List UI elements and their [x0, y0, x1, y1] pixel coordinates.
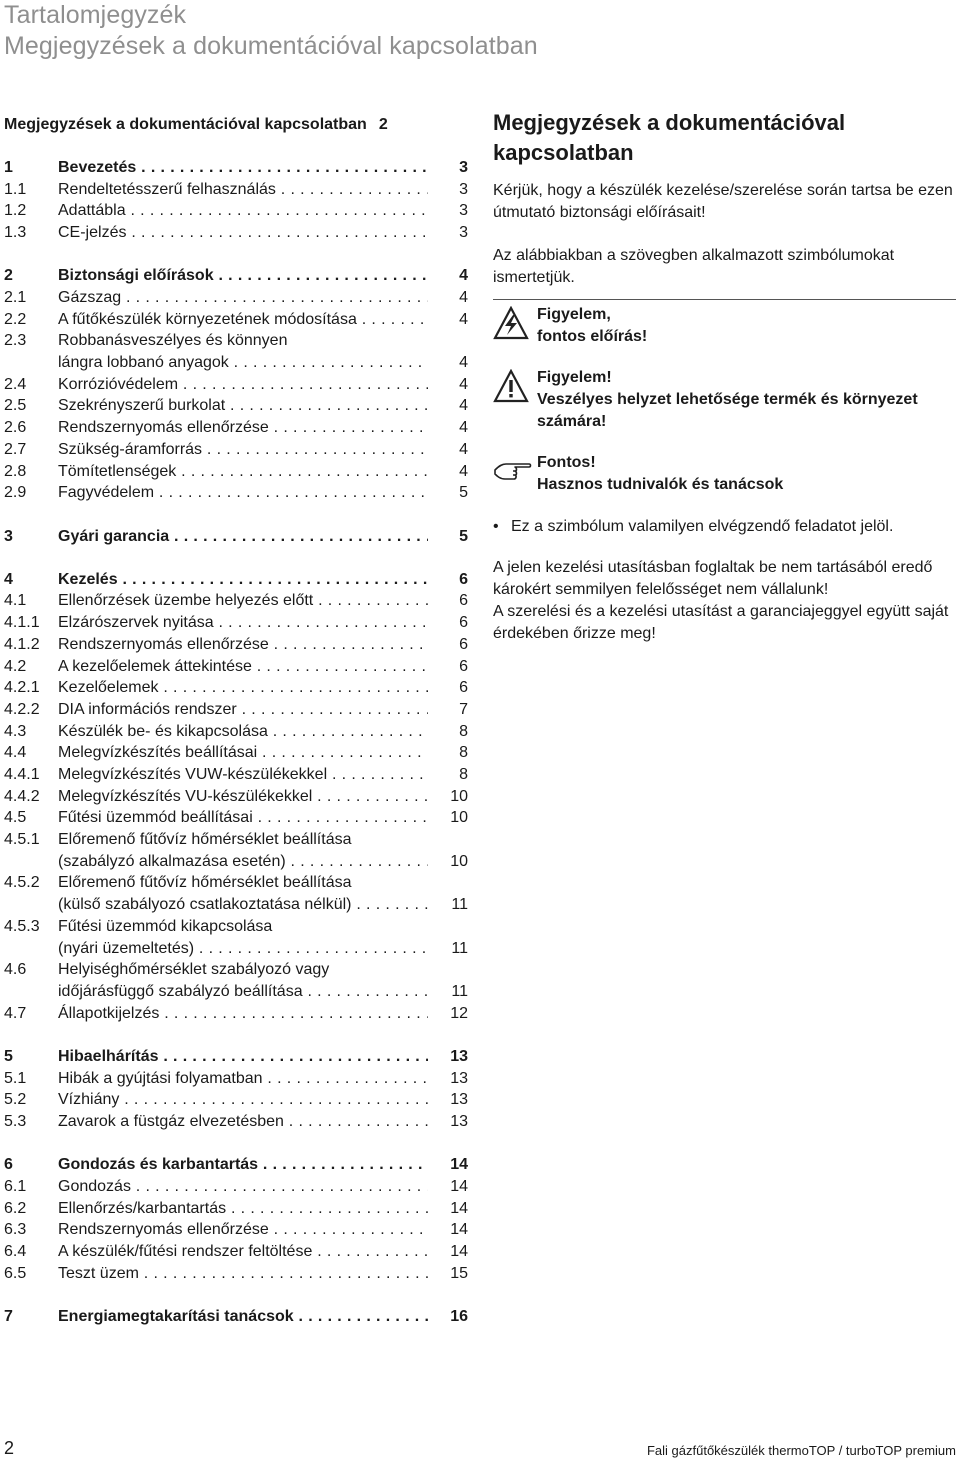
toc-entry-number: 2.9	[4, 484, 27, 502]
toc-entry-label-line: Melegvízkészítés beállításai . . .	[58, 742, 428, 764]
toc-entry-number: 2.4	[4, 375, 27, 393]
toc-entry-number: 4.1.1	[4, 614, 40, 632]
toc-entry-number: 2.5	[4, 397, 27, 415]
toc-entry-page: 11	[451, 939, 468, 957]
toc-entry[interactable]	[4, 461, 472, 483]
toc-entry-label	[58, 872, 428, 915]
toc-entry[interactable]	[4, 1198, 472, 1220]
toc-entry-label	[58, 309, 428, 331]
toc-entry-label	[58, 590, 428, 612]
toc-entry[interactable]	[4, 200, 472, 222]
footer-page-number: 2	[4, 1438, 15, 1458]
toc-entry-number: 2.7	[4, 440, 27, 458]
toc-entry-label	[58, 1003, 428, 1025]
notes-paragraph-3: A jelen kezelési utasításban foglaltak be nem tartásából eredő károkért semmilyen felelősséget nem vállalunk!	[493, 559, 933, 599]
toc-entry[interactable]	[4, 395, 472, 417]
toc-entry-label	[58, 482, 428, 504]
toc-entry[interactable]	[4, 526, 472, 548]
toc-entry-page: 14	[450, 1242, 468, 1260]
toc-entry[interactable]	[4, 265, 472, 287]
toc-entry-number: 2.6	[4, 419, 27, 437]
toc-entry-label	[58, 439, 428, 461]
toc-entry-label	[58, 287, 428, 309]
toc-entry-label-line: A fűtőkészülék környezetének módosítása . . .	[58, 309, 428, 331]
table-of-contents	[4, 114, 472, 1349]
toc-entry-label-line: Robbanásveszélyes és könnyen	[58, 332, 288, 350]
toc-entry-label	[58, 1306, 428, 1328]
toc-entry-number: 2.3	[4, 332, 27, 350]
toc-entry[interactable]	[4, 656, 472, 678]
toc-entry[interactable]	[4, 1111, 472, 1133]
toc-section-group	[4, 569, 472, 1025]
toc-entry-page: 10	[450, 809, 468, 827]
toc-entry[interactable]	[4, 222, 472, 244]
toc-entry-page: 7	[459, 700, 468, 718]
toc-entry-label-line: Kezelés . . .	[58, 569, 428, 591]
toc-entry-page: 4	[459, 267, 468, 285]
toc-entry-label	[58, 222, 428, 244]
toc-entry-page: 8	[459, 765, 468, 783]
toc-entry-page: 6	[459, 592, 468, 610]
toc-entry-label-line: Gondozás és karbantartás . . .	[58, 1154, 428, 1176]
toc-entry-label-line: időjárásfüggő szabályzó beállítása . . .	[58, 981, 428, 1003]
toc-entry-page: 3	[459, 180, 468, 198]
toc-entry-label-line: (nyári üzemeltetés) . . .	[58, 938, 428, 960]
toc-entry-label	[58, 461, 428, 483]
toc-section-group	[4, 526, 472, 548]
toc-entry-number: 5.2	[4, 1091, 27, 1109]
toc-entry-page: 5	[459, 484, 468, 502]
task-bullet	[493, 516, 956, 538]
toc-entry-number: 2.1	[4, 289, 27, 307]
toc-entry[interactable]	[4, 417, 472, 439]
toc-entry-label	[58, 1219, 428, 1241]
toc-entry-page: 4	[459, 397, 468, 415]
toc-entry-label	[58, 1154, 428, 1176]
toc-entry[interactable]	[4, 612, 472, 634]
warning-triangle-icon	[493, 367, 537, 410]
toc-entry-number: 2	[4, 267, 13, 285]
toc-entry-number: 1	[4, 159, 13, 176]
toc-entry-label	[58, 179, 428, 201]
toc-entry-label-line: Melegvízkészítés VUW-készülékekkel . . .	[58, 764, 428, 786]
toc-entry-number: 4.2.1	[4, 679, 40, 697]
toc-entry[interactable]	[4, 742, 472, 764]
toc-entry-page: 3	[459, 224, 468, 242]
toc-entry-label	[58, 807, 428, 829]
documentation-notes	[493, 108, 956, 666]
toc-entry-label-line: Kezelőelemek . . .	[58, 677, 428, 699]
symbol-tip	[493, 452, 956, 495]
toc-intro-entry[interactable]	[4, 114, 472, 136]
toc-entry-page: 14	[450, 1177, 468, 1195]
toc-entry-label	[58, 1111, 428, 1133]
toc-entry[interactable]	[4, 569, 472, 591]
toc-entry-number: 5	[4, 1047, 13, 1065]
toc-entry-page: 10	[450, 852, 468, 870]
toc-entry-number: 4.2	[4, 657, 27, 675]
notes-paragraph-2: Az alábbiakban a szövegben alkalmazott szimbólumokat ismertetjük.	[493, 247, 895, 287]
toc-entry-page: 8	[459, 722, 468, 740]
toc-entry-label-line: Rendszernyomás ellenőrzése . . .	[58, 417, 428, 439]
toc-entry-number: 4.5	[4, 809, 27, 827]
toc-entry-label-line: Ellenőrzések üzembe helyezés előtt . . .	[58, 590, 428, 612]
toc-entry-label-line: Adattábla . . .	[58, 200, 428, 222]
toc-entry[interactable]	[4, 677, 472, 699]
toc-entry-page: 4	[459, 375, 468, 393]
toc-entry-label-line: Vízhiány . . .	[58, 1089, 428, 1111]
pointing-hand-icon	[493, 452, 537, 491]
toc-entry-page: 5	[459, 527, 468, 545]
toc-entry-page: 13	[450, 1047, 468, 1065]
toc-section-group	[4, 157, 472, 244]
toc-entry-page: 8	[459, 744, 468, 762]
toc-entry-label	[58, 829, 428, 872]
toc-section-group	[4, 1306, 472, 1328]
toc-entry-label	[58, 1068, 428, 1090]
toc-entry-label-line: A kezelőelemek áttekintése . . .	[58, 656, 428, 678]
toc-entry[interactable]	[4, 1241, 472, 1263]
toc-entry-page: 10	[450, 787, 468, 805]
toc-entry-label	[58, 1046, 428, 1068]
toc-section-group	[4, 265, 472, 504]
toc-entry-label-line: Korrózióvédelem . . .	[58, 374, 428, 396]
toc-entry-label	[58, 1241, 428, 1263]
toc-entry-number: 4.6	[4, 961, 27, 979]
toc-entry-label-line: Fagyvédelem . . .	[58, 482, 428, 504]
symbol-danger-line2: Veszélyes helyzet lehetősége termék és környezet számára!	[537, 390, 918, 430]
toc-entry[interactable]	[4, 1046, 472, 1068]
toc-entry[interactable]	[4, 699, 472, 721]
toc-entry-page: 4	[459, 354, 468, 372]
toc-entry[interactable]	[4, 1306, 472, 1328]
toc-entry-number: 5.1	[4, 1069, 27, 1087]
toc-entry-label	[58, 656, 428, 678]
toc-entry-number: 6.2	[4, 1199, 27, 1217]
toc-entry-number: 2.2	[4, 310, 27, 328]
toc-entry-page: 4	[459, 440, 468, 458]
toc-entry-label-line: Hibák a gyújtási folyamatban . . .	[58, 1068, 428, 1090]
toc-entry-label	[58, 1176, 428, 1198]
toc-entry-number: 4.5.3	[4, 917, 40, 935]
toc-entry-number: 6.3	[4, 1221, 27, 1239]
toc-entry[interactable]	[4, 287, 472, 309]
toc-entry-label	[58, 265, 428, 287]
toc-entry-page: 14	[450, 1156, 468, 1174]
toc-entry-page: 13	[450, 1069, 468, 1087]
toc-entry-page: 6	[459, 657, 468, 675]
toc-entry-label	[58, 1198, 428, 1220]
toc-entry-number: 2.8	[4, 462, 27, 480]
toc-entry-label	[58, 721, 428, 743]
toc-entry-number: 4	[4, 570, 13, 588]
toc-entry-number: 1.2	[4, 202, 27, 220]
toc-entry[interactable]	[4, 721, 472, 743]
toc-entry-number: 4.3	[4, 722, 27, 740]
toc-entry[interactable]	[4, 1068, 472, 1090]
toc-entry-page: 11	[451, 982, 468, 1000]
toc-entry-label	[58, 374, 428, 396]
toc-entry-number: 3	[4, 527, 13, 545]
toc-entry-page: 15	[450, 1264, 468, 1282]
symbol-danger	[493, 367, 956, 432]
toc-entry-label-line: Szekrényszerű burkolat . . .	[58, 395, 428, 417]
toc-entry-label-line: Gondozás . . .	[58, 1176, 428, 1198]
toc-entry[interactable]	[4, 482, 472, 504]
toc-entry[interactable]	[4, 786, 472, 808]
toc-entry-number: 4.7	[4, 1004, 27, 1022]
toc-entry-number: 4.1	[4, 592, 27, 610]
footer-product-name: Fali gázfűtőkészülék thermoTOP / turboTOP premium	[646, 1443, 956, 1458]
toc-entry-page: 3	[459, 158, 468, 176]
toc-entry-label-line: Helyiséghőmérséklet szabályozó vagy	[58, 961, 330, 979]
toc-entry-page: 14	[450, 1221, 468, 1239]
toc-entry-label-line: Tömítetlenségek . . .	[58, 461, 428, 483]
toc-entry-label-line: Készülék be- és kikapcsolása . . .	[58, 721, 428, 743]
toc-entry-number: 6.1	[4, 1177, 27, 1195]
toc-entry-label-line: A készülék/fűtési rendszer feltöltése . . .	[58, 1241, 428, 1263]
toc-entry[interactable]	[4, 1089, 472, 1111]
toc-entry-number: 7	[4, 1307, 13, 1325]
toc-entry[interactable]	[4, 916, 472, 959]
toc-entry-label-line: Elzárószervek nyitása . . .	[58, 612, 428, 634]
toc-entry-number: 4.4	[4, 744, 27, 762]
toc-entry-page: 13	[450, 1112, 468, 1130]
toc-entry-page: 6	[459, 570, 468, 588]
toc-entry-label-line: Ellenőrzés/karbantartás . . .	[58, 1198, 428, 1220]
toc-entry-label	[58, 959, 428, 1002]
toc-entry-number: 5.3	[4, 1112, 27, 1130]
toc-entry[interactable]	[4, 1003, 472, 1025]
toc-intro-label: Megjegyzések a dokumentációval kapcsolatban	[4, 116, 367, 133]
toc-entry-label-line: Rendeltetésszerű felhasználás . . .	[58, 179, 428, 201]
toc-entry-label-line: Állapotkijelzés . . .	[58, 1003, 428, 1025]
toc-entry-label	[58, 569, 428, 591]
toc-entry[interactable]	[4, 330, 472, 373]
toc-entry-label-line: Zavarok a füstgáz elvezetésben . . .	[58, 1111, 428, 1133]
divider	[493, 299, 956, 300]
toc-entry[interactable]	[4, 634, 472, 656]
toc-groups	[4, 157, 472, 1328]
toc-entry-label	[58, 395, 428, 417]
toc-entry-label	[58, 916, 428, 959]
toc-entry-label-line: CE-jelzés . . .	[58, 222, 428, 244]
symbol-tip-line2: Hasznos tudnivalók és tanácsok	[537, 476, 784, 494]
toc-entry-number: 4.4.2	[4, 787, 40, 805]
toc-entry-page: 6	[459, 635, 468, 653]
toc-entry-page: 6	[459, 614, 468, 632]
toc-entry-label-line: Gázszag . . .	[58, 287, 428, 309]
toc-entry-label-line: Fűtési üzemmód beállításai . . .	[58, 807, 428, 829]
toc-entry-label-line: Hibaelhárítás . . .	[58, 1046, 428, 1068]
toc-entry-page: 3	[459, 202, 468, 220]
toc-entry[interactable]	[4, 829, 472, 872]
toc-entry-label-line: Bevezetés . . .	[58, 157, 428, 179]
toc-entry-label	[58, 1089, 428, 1111]
toc-entry-page: 4	[459, 310, 468, 328]
toc-entry[interactable]	[4, 1176, 472, 1198]
toc-entry[interactable]	[4, 1263, 472, 1285]
toc-entry-number: 6.5	[4, 1264, 27, 1282]
toc-section-group	[4, 1046, 472, 1133]
page-header	[4, 0, 538, 62]
toc-entry[interactable]	[4, 764, 472, 786]
toc-entry-label	[58, 157, 428, 179]
toc-entry-label-line: Gyári garancia . . .	[58, 526, 428, 548]
header-subtitle: Megjegyzések a dokumentációval kapcsolatban	[4, 32, 538, 60]
symbol-danger-line1: Figyelem!	[537, 369, 612, 387]
toc-entry-label-line: DIA információs rendszer . . .	[58, 699, 428, 721]
toc-entry-label-line: Rendszernyomás ellenőrzése . . .	[58, 1219, 428, 1241]
toc-entry[interactable]	[4, 872, 472, 915]
toc-entry-label	[58, 764, 428, 786]
toc-entry[interactable]	[4, 157, 472, 179]
symbol-important-line1: Figyelem,	[537, 305, 611, 323]
toc-entry-label-line: (külső szabályozó csatlakoztatása nélkül) . . .	[58, 894, 428, 916]
toc-entry[interactable]	[4, 1154, 472, 1176]
toc-entry-label	[58, 786, 428, 808]
toc-entry[interactable]	[4, 807, 472, 829]
electric-warning-icon	[493, 304, 537, 347]
toc-entry-number: 1.1	[4, 180, 27, 198]
toc-entry-page: 4	[459, 462, 468, 480]
toc-entry-label-line: (szabályzó alkalmazása esetén) . . .	[58, 851, 428, 873]
toc-entry-label	[58, 634, 428, 656]
toc-entry-label-line: lángra lobbanó anyagok . . .	[58, 352, 428, 374]
toc-intro-page: 2	[378, 116, 388, 133]
toc-section-group	[4, 1154, 472, 1284]
toc-entry-label-line: Teszt üzem . . .	[58, 1263, 428, 1285]
toc-entry-label	[58, 612, 428, 634]
toc-entry-number: 6.4	[4, 1242, 27, 1260]
toc-entry-number: 4.4.1	[4, 765, 40, 783]
toc-entry[interactable]	[4, 959, 472, 1002]
toc-entry-number: 4.5.2	[4, 874, 40, 892]
toc-entry-label	[58, 699, 428, 721]
toc-entry-label-line: Szükség-áramforrás . . .	[58, 439, 428, 461]
symbol-important	[493, 304, 956, 347]
toc-entry-label-line: Melegvízkészítés VU-készülékekkel . . .	[58, 786, 428, 808]
toc-entry[interactable]	[4, 590, 472, 612]
toc-entry-page: 16	[450, 1307, 468, 1325]
toc-entry-page: 13	[450, 1091, 468, 1109]
toc-entry[interactable]	[4, 309, 472, 331]
task-bullet-text: Ez a szimbólum valamilyen elvégzendő feladatot jelöl.	[511, 517, 894, 535]
toc-entry-label	[58, 1263, 428, 1285]
toc-entry-label-line: Előremenő fűtővíz hőmérséklet beállítása	[58, 831, 352, 849]
toc-entry-label	[58, 677, 428, 699]
toc-entry-page: 11	[451, 896, 468, 914]
toc-entry-number: 1.3	[4, 224, 27, 242]
toc-entry-number: 4.1.2	[4, 635, 40, 653]
notes-title: Megjegyzések a dokumentációval kapcsolatban	[493, 110, 846, 165]
toc-entry-label-line: Fűtési üzemmód kikapcsolása	[58, 917, 273, 935]
bullet-symbol: •	[493, 517, 499, 535]
toc-entry-label-line: Biztonsági előírások . . .	[58, 265, 428, 287]
toc-entry-page: 6	[459, 679, 468, 697]
toc-entry-number: 6	[4, 1156, 13, 1174]
toc-entry-page: 4	[459, 289, 468, 307]
notes-paragraph-1: Kérjük, hogy a készülék kezelése/szerelése során tartsa be ezen útmutató biztonsági előírásait!	[493, 182, 953, 221]
toc-entry-label	[58, 526, 428, 548]
toc-entry-label	[58, 742, 428, 764]
toc-entry-label-line: Előremenő fűtővíz hőmérséklet beállítása	[58, 874, 352, 892]
toc-entry-page: 12	[450, 1004, 468, 1022]
notes-paragraph-4: A szerelési és a kezelési utasítást a garanciajeggyel együtt saját érdekében őrizze meg!	[493, 602, 949, 642]
symbol-important-line2: fontos előírás!	[537, 327, 648, 345]
toc-entry-label	[58, 200, 428, 222]
symbol-tip-line1: Fontos!	[537, 454, 596, 472]
toc-entry-label	[58, 330, 428, 373]
toc-entry[interactable]	[4, 439, 472, 461]
toc-entry-number: 4.2.2	[4, 700, 40, 718]
toc-entry-label	[58, 417, 428, 439]
toc-entry-number: 4.5.1	[4, 831, 40, 849]
toc-entry-label-line: Energiamegtakarítási tanácsok . . .	[58, 1306, 428, 1328]
toc-entry[interactable]	[4, 374, 472, 396]
toc-entry-page: 14	[450, 1199, 468, 1217]
header-title: Tartalomjegyzék	[4, 1, 187, 29]
toc-entry-page: 4	[459, 419, 468, 437]
toc-entry[interactable]	[4, 179, 472, 201]
toc-entry[interactable]	[4, 1219, 472, 1241]
toc-entry-label-line: Rendszernyomás ellenőrzése . . .	[58, 634, 428, 656]
